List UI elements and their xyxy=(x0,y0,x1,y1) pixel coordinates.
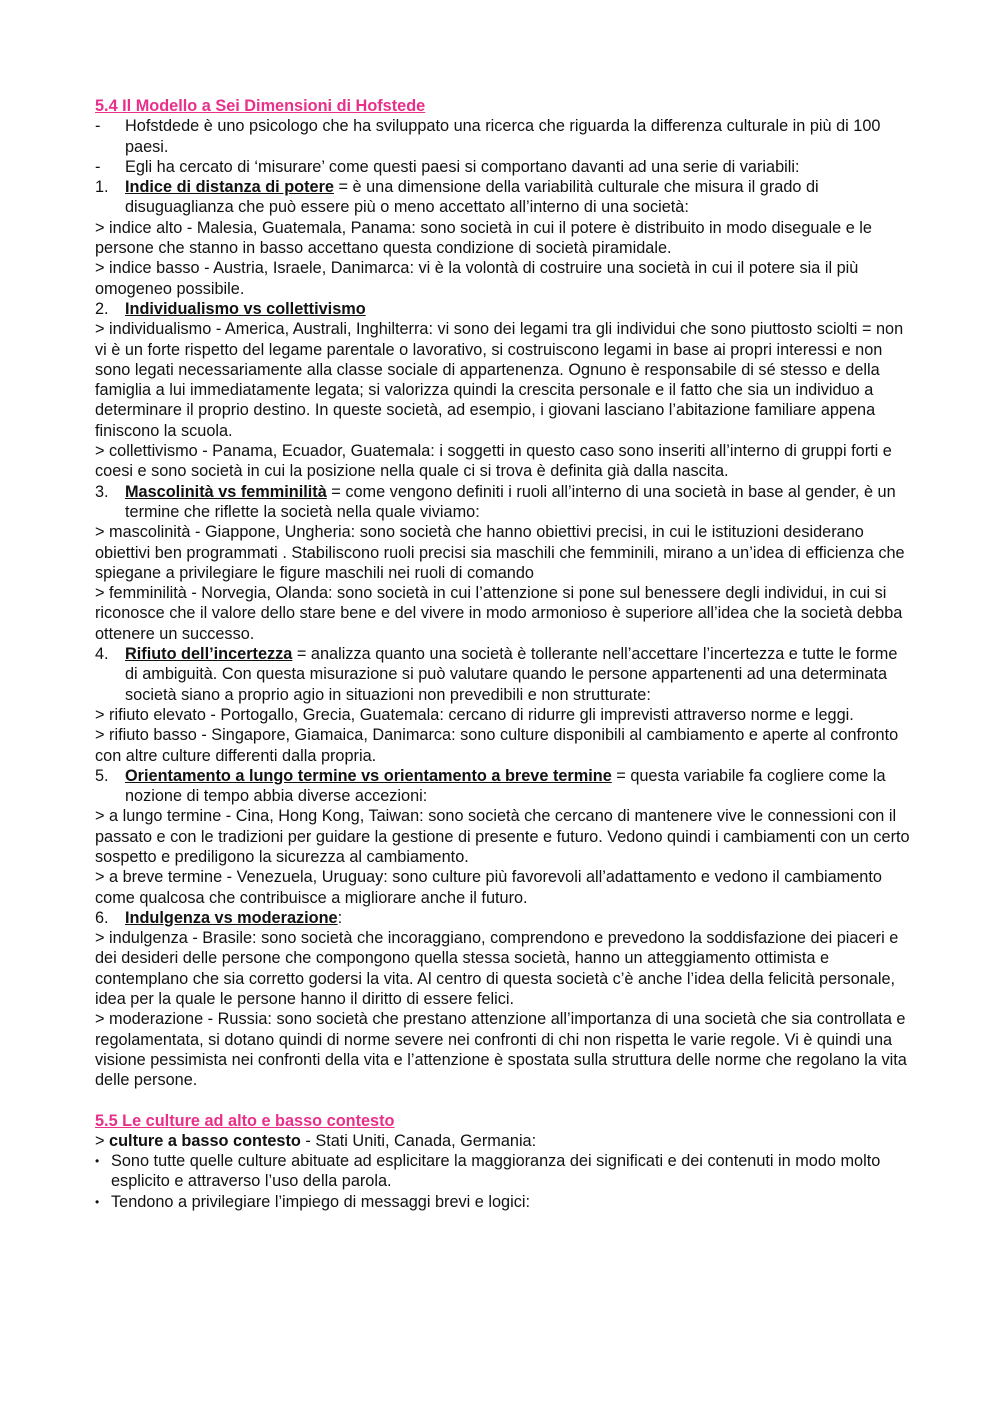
dimension-4-number: 4. xyxy=(95,645,109,664)
low-context-bullet-1: • Sono tutte quelle culture abituate ad esplicitare la maggioranza dei significati e dei contenuti in modo molto esplicito e attraverso l’uso della parola. xyxy=(95,1151,910,1192)
dimension-1-item xyxy=(95,177,910,218)
dimension-6-restraint: > moderazione - Russia: sono società che prestano attenzione all’importanza di una società che sia controllata e regolamentata, si dotano quindi di norme severe nei confronti di chi non rispetta le varie regole. Vi è quindi una visione pessimista nei confronti della vita e l’attenzione è spostata sulla struttura delle norme che regolano la vita delle persone. xyxy=(95,1010,907,1090)
dimension-4-item xyxy=(95,644,910,705)
dimension-3-definition: = come vengono definiti i ruoli all’interno di una società in base al gender, è un termine che riflette la società nella quale viviamo: xyxy=(125,482,896,521)
intro-line-1: - Hofstdede è uno psicologo che ha sviluppato una ricerca che riguarda la differenza culturale in più di 100 paesi. xyxy=(95,116,910,157)
dimension-1-low: > indice basso - Austria, Israele, Danimarca: vi è la volontà di costruire una società in cui il potere sia il più omogeneo possibile. xyxy=(95,259,859,298)
dimension-2-number: 2. xyxy=(95,299,109,318)
low-context-label: culture a basso contesto xyxy=(109,1131,301,1150)
dimension-4-term: Rifiuto dell’incertezza xyxy=(125,645,293,664)
dimension-4-definition: = analizza quanto una società è tollerante nell’accettare l’incertezza e tutte le forme di ambiguità. Con questa misurazione si può valutare quando le persone appartenenti ad una determinata società siano a proprio agio in situazioni non prevedibili e non strutturate: xyxy=(125,645,898,704)
dimension-3-femininity: > femminilità - Norvegia, Olanda: sono società in cui l’attenzione si pone sul benessere degli individui, in cui si riconosce che il valore dello stare bene e del vivere in modo armonioso è superiore all’idea che la società debba ottenere un successo. xyxy=(95,584,903,643)
dimension-5-definition: = questa variabile fa cogliere come la nozione di tempo abbia diverse accezioni: xyxy=(125,766,886,806)
low-context-bullet-2: • Tendono a privilegiare l’impiego di messaggi brevi e logici: xyxy=(95,1192,910,1212)
low-context-countries: - Stati Uniti, Canada, Germania: xyxy=(300,1131,537,1150)
dimension-1-definition: = è una dimensione della variabilità culturale che misura il grado di disuguaglianza che può essere più o meno accettato all’interno di una società: xyxy=(125,178,819,217)
dimension-5-item xyxy=(95,766,910,807)
dimension-2-individualism: > individualismo - America, Australi, Inghilterra: vi sono dei legami tra gli individui che sono piuttosto sciolti = non vi è un forte rispetto del legame parentale o lavorativo, si costruiscono legami in base ai propri interessi e non sono legati necessariamente alla classe sociale di appartenenza. Ognuno è responsabile di sé stesso e della famiglia a lui immediatamente legata; si valorizza quindi la crescita personale e il fatto che sia un individuo a determinare il proprio destino. In queste società, ad esempio, i giovani lasciano l’abitazione familiare appena finiscono la scuola. xyxy=(95,320,904,440)
document-page xyxy=(95,96,910,1212)
dimension-5-number: 5. xyxy=(95,766,109,785)
dimension-5-long-term: > a lungo termine - Cina, Hong Kong, Taiwan: sono società che cercano di mantenere vive le connessioni con il passato e con le tradizioni per guidare la gestione di presente e futuro. Vedono quindi i cambiamenti con un certo sospetto e prediligono la sicurezza al cambiamento. xyxy=(95,807,910,866)
dimension-2-item xyxy=(95,299,910,319)
dimension-6-item xyxy=(95,908,910,928)
dimension-1-term: Indice di distanza di potere xyxy=(125,178,334,197)
low-context-line xyxy=(95,1131,910,1151)
dimension-1-number: 1. xyxy=(95,178,109,197)
section-heading-5-5: 5.5 Le culture ad alto e basso contesto xyxy=(95,1111,395,1130)
dimension-3-item xyxy=(95,482,910,523)
dimension-3-number: 3. xyxy=(95,482,109,501)
section-spacer xyxy=(95,1091,910,1111)
dimension-2-term: Individualismo vs collettivismo xyxy=(125,299,366,318)
dimension-5-short-term: > a breve termine - Venezuela, Uruguay: sono culture più favorevoli all’adattamento e vedono il cambiamento come qualcosa che contribuisce a migliorare anche il futuro. xyxy=(95,868,882,907)
dimension-4-high: > rifiuto elevato - Portogallo, Grecia, Guatemala: cercano di ridurre gli imprevisti attraverso norme e leggi. xyxy=(95,705,854,724)
dimension-2-collectivism: > collettivismo - Panama, Ecuador, Guatemala: i soggetti in questo caso sono inseriti all’interno di gruppi forti e coesi e sono società in cui la posizione nella quale ci si trova è definita già dalla nascita. xyxy=(95,442,892,481)
section-heading-5-4: 5.4 Il Modello a Sei Dimensioni di Hofstede xyxy=(95,97,426,115)
dimension-4-low: > rifiuto basso - Singapore, Giamaica, Danimarca: sono culture disponibili al cambiamento e aperte al confronto con altre culture differenti dalla propria. xyxy=(95,726,899,765)
intro-line-2: - Egli ha cercato di ‘misurare’ come questi paesi si comportano davanti ad una serie di variabili: xyxy=(95,157,910,177)
dimension-3-masculinity: > mascolinità - Giappone, Ungheria: sono società che hanno obiettivi precisi, in cui le istituzioni desiderano obiettivi ben programmati . Stabiliscono ruoli precisi sia maschili che femminili, mirano a un’idea di efficienza che spiegane a privilegiare le figure maschili nei ruoli di comando xyxy=(95,523,905,582)
dimension-5-term: Orientamento a lungo termine vs orientamento a breve termine xyxy=(125,766,612,785)
dimension-3-term: Mascolinità vs femminilità xyxy=(125,482,327,501)
dimension-6-indulgence: > indulgenza - Brasile: sono società che incoraggiano, comprendono e prevedono la soddisfazione dei piaceri e dei desideri delle persone che compongono quella stessa società, hanno un atteggiamento ottimista e contemplano che sia corretto godersi la vita. Al centro di questa società c’è anche l’idea della felicità personale, idea per la quale le persone hanno il diritto di essere felici. xyxy=(95,929,899,1009)
low-context-prefix: > xyxy=(95,1131,110,1150)
dimension-6-term: Indulgenza vs moderazione xyxy=(125,908,338,927)
dimension-6-number: 6. xyxy=(95,908,109,927)
dimension-1-high: > indice alto - Malesia, Guatemala, Panama: sono società in cui il potere è distribuito in modo diseguale e le persone che stanno in basso accettano questa condizione di società piramidale. xyxy=(95,218,872,258)
dimension-6-definition: : xyxy=(337,908,343,927)
